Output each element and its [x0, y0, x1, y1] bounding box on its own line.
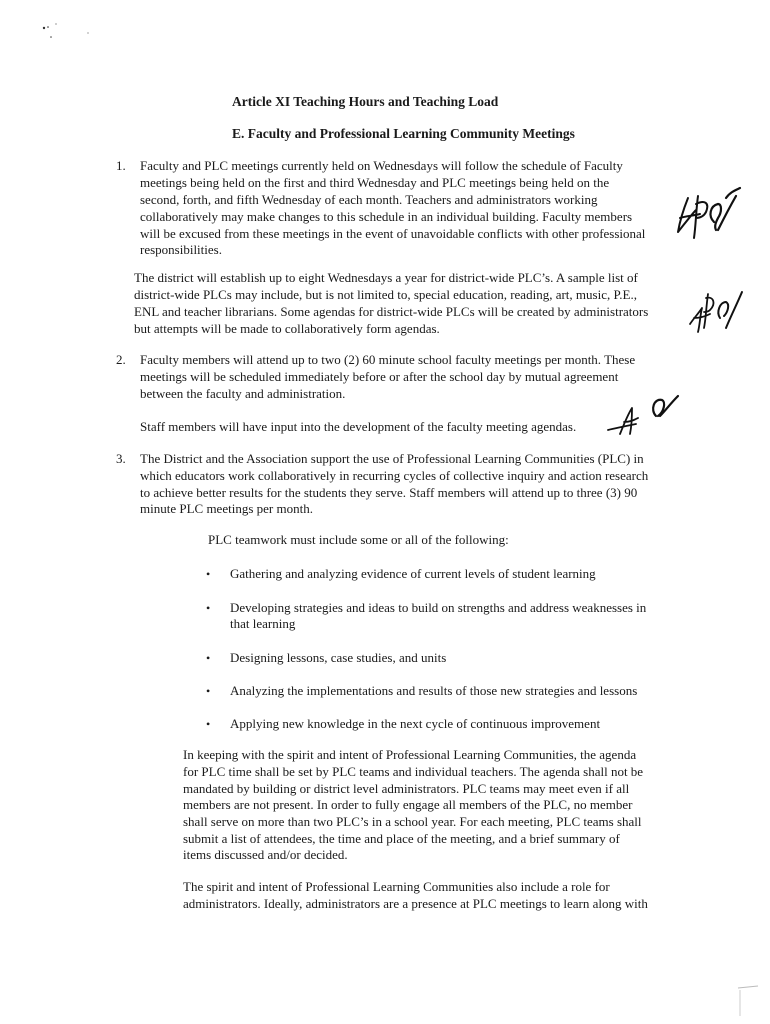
item3-line: minute PLC meetings per month. [140, 501, 313, 516]
item1-para2-line: but attempts will be made to collaboratively form agendas. [134, 321, 440, 336]
item1-para2-line: district-wide PLCs may include, but is not limited to, special education, reading, art, music, P.E., [134, 287, 637, 302]
list-item: Applying new knowledge in the next cycle of continuous improvement [230, 716, 601, 731]
item2-line: Faculty members will attend up to two (2) 60 minute school faculty meetings per month. These [140, 352, 636, 367]
spirit-para-line: for PLC time shall be set by PLC teams and individual teachers. The agenda shall not be [183, 764, 644, 779]
item-number: 2. [116, 352, 126, 367]
section-title: E. Faculty and Professional Learning Community Meetings [232, 126, 575, 141]
spirit-para-line: members are not present. In order to fully engage all members of the PLC, no member [183, 797, 633, 812]
spirit-para-line: In keeping with the spirit and intent of Professional Learning Communities, the agenda [183, 747, 637, 762]
spirit-para-line: items discussed and/or decided. [183, 847, 348, 862]
scan-speck-icon [40, 22, 100, 46]
bullet-icon: • [206, 651, 211, 665]
item2-para2: Staff members will have input into the development of the faculty meeting agendas. [140, 419, 577, 434]
item3-line: The District and the Association support the use of Professional Learning Communities (PLC) in [140, 451, 644, 466]
bullet-icon: • [206, 601, 211, 615]
teamwork-intro: PLC teamwork must include some or all of the following: [208, 532, 509, 547]
item1-line: meetings being held on the first and third Wednesday and PLC meetings being held on the [140, 175, 610, 190]
item3-line: to achieve better results for the students they serve. Staff members will attend up to three (3) 90 [140, 485, 638, 500]
spirit-para-line: shall serve on more than two PLC’s in a school year. For each meeting, PLC teams shall [183, 814, 642, 829]
item1-line: Faculty and PLC meetings currently held on Wednesdays will follow the schedule of Faculty [140, 158, 623, 173]
item1-para2-line: The district will establish up to eight Wednesdays a year for district-wide PLC’s. A sample list of [134, 270, 638, 285]
list-item: Developing strategies and ideas to build on strengths and address weaknesses in [230, 600, 647, 615]
item-number: 3. [116, 451, 126, 466]
item1-line: second, forth, and fifth Wednesday of each month. Teachers and administrators working [140, 192, 598, 207]
handwritten-initials-icon [686, 288, 746, 336]
bullet-icon: • [206, 684, 211, 698]
item-number: 1. [116, 158, 126, 173]
article-title: Article XI Teaching Hours and Teaching Load [232, 94, 499, 109]
item1-para2-line: ENL and teacher librarians. Some agendas for district-wide PLCs will be created by administrators [134, 304, 649, 319]
list-item: Analyzing the implementations and results of those new strategies and lessons [230, 683, 638, 698]
bullet-icon: • [206, 717, 211, 731]
item3-line: which educators work collaboratively in recurring cycles of collective inquiry and action research [140, 468, 649, 483]
list-item-continuation: that learning [230, 616, 296, 631]
item2-line: meetings will be scheduled immediately before or after the school day by mutual agreement [140, 369, 619, 384]
item1-line: will be excused from these meetings in the event of unavoidable conflicts with other professional [140, 226, 646, 241]
item2-line: between the faculty and administration. [140, 386, 346, 401]
spirit-para-line: mandated by building or district level administrators. PLC teams may meet even if all [183, 781, 630, 796]
handwritten-initials-icon [606, 394, 686, 440]
item1-line: collaboratively may make changes to this schedule in an individual building. Faculty members [140, 209, 633, 224]
bullet-icon: • [206, 567, 211, 581]
handwritten-initials-icon [674, 186, 744, 246]
admin-para-line: administrators. Ideally, administrators are a presence at PLC meetings to learn along with [183, 896, 648, 911]
list-item: Designing lessons, case studies, and units [230, 650, 447, 665]
admin-para-line: The spirit and intent of Professional Learning Communities also include a role for [183, 879, 610, 894]
item1-line: responsibilities. [140, 242, 222, 257]
list-item: Gathering and analyzing evidence of current levels of student learning [230, 566, 596, 581]
spirit-para-line: submit a list of attendees, the time and place of the meeting, and a brief summary of [183, 831, 620, 846]
scan-speck-icon [730, 978, 766, 1018]
